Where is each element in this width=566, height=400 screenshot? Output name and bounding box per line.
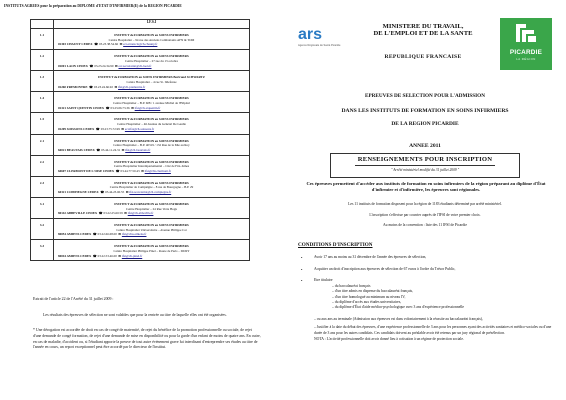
derogation-note: * Une dérogation est accordée de droit en cas de congé de maternité, de rejet du bénéfice de la promotion professionnelle ou sociale, de rejet d'une demande de congé formation, de rejet d'une demande de mise en disponibilité ou pour la garde d'un enfant de moins de quatre ans. En outre, en cas de maladie, d'accident ou, si l'étudiant apporte la preuve de tout autre événement grave lui interdisant d'entreprendre ses études au titre de l'année en cours, un report exceptionnel peut être accordé par le directeur de l'institut. [33, 328, 261, 350]
institute-cell [54, 176, 250, 197]
institute-number: 2-2 [31, 155, 54, 176]
phone-icon: ☎ [96, 147, 101, 152]
institute-contact [58, 232, 245, 237]
institute-name: INSTITUT de FORMATION en SOINS INFIRMIERS [114, 244, 189, 249]
institute-cell [54, 197, 250, 218]
institute-email-link[interactable]: ecr.ifsi@ch-soissons.fr [124, 126, 155, 131]
titulaire-item: – du diplôme d'État d'aide médico-psychologique avec 3 ans d'expérience professionnelle [332, 305, 465, 310]
institute-email-link[interactable]: ecr.secretariat@ch-laon.fr [118, 63, 152, 68]
phone-icon: ☎ [105, 105, 110, 110]
institute-email-link[interactable]: ifsi@ch-pinel.fr [121, 253, 143, 258]
year-label: ANNEE 2011 [409, 143, 441, 149]
table-header-num [31, 20, 54, 29]
phone-icon: ☎ [94, 42, 99, 47]
intro-paragraph: Ces épreuves permettent d'accéder aux instituts de formation en soins infirmiers de la région préparant au diplôme d'État d'infirmier et d'infirmière, les épreuves sont régionales. [306, 181, 546, 192]
institute-name: INSTITUT de FORMATION en SOINS INFIRMIERS Bertrand SCHWARTZ [98, 75, 205, 80]
condition-text: Acquitter un droit d'inscription aux épreuves de sélection de 67 euros à l'ordre du Trésor Public, [314, 266, 456, 271]
table-header-ifsi: I.F.S.I [54, 20, 250, 29]
mail-icon: ✉ [118, 253, 122, 258]
institute-name: INSTITUT de FORMATION en SOINS INFIRMIERS [114, 201, 189, 206]
picardie-emblem-icon [500, 18, 552, 48]
institute-contact [58, 190, 245, 195]
table-row [31, 92, 250, 113]
conditions-heading: CONDITIONS D'INSCRIPTION [298, 242, 373, 248]
capacity-paragraph: Les 11 instituts de formation disposent pour la région de 1183 étudiants déterminé par arrêté ministériel. [348, 202, 502, 206]
institute-number: 3-1 [31, 197, 54, 218]
institute-number: 1-4 [31, 92, 54, 113]
institute-cell [54, 113, 250, 134]
institute-email-link[interactable]: ifsi@chi-clermont.fr [144, 169, 171, 174]
institute-cell [54, 134, 250, 155]
institute-phone: 03.44.23.60.55 [105, 190, 125, 195]
institute-cell [54, 240, 250, 261]
results-note: Les résultats des épreuves de sélection ne sont valables que pour la rentrée au titre de laquelle elles ont été organisées. [43, 313, 227, 317]
ministry-title [358, 23, 488, 37]
institute-phone: 03.44.11.24.31 [101, 147, 121, 152]
condition-note: NOTA : L'activité professionnelle doit avoir donné lieu à cotisation à un régime de protection sociale. [314, 336, 464, 341]
institute-address: Centre Hospitalier Philippe Pinel – Route de Paris – DURY [113, 248, 190, 253]
left-header: INSTITUTS AGREES pour la préparation au DIPLOME d'ETAT D'INFIRMIER(E) de la REGION PICARDIE [4, 4, 182, 8]
institute-contact [58, 64, 245, 69]
institute-phone: 03.23.75.72.99 [100, 126, 120, 131]
institute-email-link[interactable]: ifsi@ch-abbeville.fr [127, 211, 154, 216]
titulaire-item: – du diplôme d'accès aux études universitaires, [332, 300, 402, 304]
doc-title-1: EPREUVES DE SELECTION POUR L'ADMISSION [365, 93, 485, 99]
institute-email-link[interactable]: ifsi@chu-amiens.fr [121, 232, 147, 237]
republique-label: REPUBLIQUE FRANCAISE [384, 54, 462, 60]
institutes-table [30, 19, 250, 261]
svg-text:ars: ars [298, 26, 323, 43]
bullet-icon: • [301, 278, 303, 284]
institute-email-link[interactable]: ifsi@ch-premontre.fr [118, 84, 146, 89]
phone-icon: ☎ [95, 126, 100, 131]
institute-name: INSTITUT de FORMATION en SOINS INFIRMIERS [114, 33, 189, 37]
titulaire-item: – d'un titre homologué au minimum au niveau IV, [332, 294, 406, 299]
convention-paragraph: Au moins de la convention : liste des 11 IFSI de Picardie [383, 223, 467, 227]
institute-city: 60607 CLERMONT DE L'OISE CEDEX [58, 169, 115, 174]
registration-divider [355, 165, 495, 166]
institute-city: 80054 AMIENS CEDEX [58, 232, 92, 237]
picardie-logo-sub: LA RÉGION [516, 57, 536, 61]
institute-address: Centre Hospitalier – 94 rue des Anciens Combattants AFN & TOM [108, 37, 195, 42]
institute-email-link[interactable]: ifsi.secretariat@ch-compiegne.fr [129, 190, 172, 195]
institute-city: 60021 BEAUVAIS CEDEX [58, 147, 95, 152]
institute-address: Centre Hospitalier – B.P. 608 / 1 avenue Michel de l'Hôpital [113, 101, 190, 106]
ars-logo [295, 25, 343, 49]
ars-logo-graphic [295, 25, 343, 49]
institute-phone: 03.22.66.68.00 [97, 232, 117, 237]
table-row [31, 218, 250, 239]
institute-number: 3-2 [31, 218, 54, 239]
institute-number: 1-2 [31, 50, 54, 71]
mail-icon: ✉ [119, 42, 123, 47]
table-row [31, 71, 250, 92]
institute-contact [58, 211, 245, 216]
table-row [31, 29, 250, 50]
institute-address: Centre Hospitalier de Compiègne – 8 rue de Bourgogne – B.P. 29 [109, 185, 194, 190]
picardie-logo-name: PICARDIE [509, 49, 543, 56]
ministry-line-1: MINISTERE DU TRAVAIL, [382, 23, 464, 30]
institute-phone: 03.23.38.54.66 [98, 42, 119, 47]
institute-contact [58, 169, 245, 174]
institute-cell [54, 50, 250, 71]
institute-cell [54, 71, 250, 92]
institute-city: 80044 AMIENS CEDEX [58, 253, 92, 258]
institute-cell [54, 155, 250, 176]
institute-address: Centre Hospitalier – 46 Avenue du Général De Gaulle [117, 122, 186, 127]
institute-contact [58, 148, 245, 153]
institute-email-link[interactable]: ifsi@ch-beauvais.fr [125, 147, 151, 152]
institute-contact [58, 85, 245, 90]
table-header-row [31, 20, 250, 29]
institute-address: Centre Hospitalier – 4 rue St. Ildefonse [126, 79, 177, 84]
institute-number: 1-3 [31, 71, 54, 92]
phone-icon: ☎ [89, 63, 94, 68]
doc-title-3: DE LA REGION PICARDIE [391, 121, 459, 127]
institute-contact [58, 106, 245, 111]
registration-arrete: " Arrêté ministériel modifié du 31 juillet 2009 " [390, 168, 460, 172]
institute-cell [54, 29, 250, 50]
mail-icon: ✉ [131, 105, 134, 110]
bullet-icon: • [301, 255, 303, 260]
institute-number: 1-1 [31, 29, 54, 50]
registration-box [330, 153, 520, 178]
institute-name: INSTITUT de FORMATION en SOINS INFIRMIERS [114, 54, 189, 59]
condition-text: Etre titulaire [314, 278, 333, 283]
institute-number: 2-3 [31, 176, 54, 197]
mail-icon: ✉ [124, 211, 127, 216]
institute-name: INSTITUT de FORMATION en SOINS INFIRMIERS [114, 96, 189, 101]
institute-name: INSTITUT de FORMATION en SOINS INFIRMIERS [114, 159, 189, 164]
institute-phone: 03.22.53.46.00 [97, 253, 117, 258]
table-row [31, 197, 250, 218]
table-row [31, 155, 250, 176]
mail-icon: ✉ [141, 169, 144, 174]
institute-city: 02260 FREMONTRE [58, 84, 88, 89]
table-row [31, 50, 250, 71]
mail-icon: ✉ [118, 232, 122, 237]
table-row [31, 176, 250, 197]
institute-city: 80142 ABBEVILLE CEDEX [58, 211, 98, 216]
institute-city: 02001 LAON CEDEX [58, 63, 88, 68]
condition-item [300, 255, 554, 261]
institute-address: Centre Hospitalier – B.P. 40319 / 132 Rue de la Mie au Roy [113, 143, 190, 148]
institute-email-link[interactable]: ecr.etranscit@ch-chauny.fr [123, 42, 158, 47]
phone-icon: ☎ [115, 169, 120, 174]
institute-city: 60321 COMPIEGNE CEDEX [58, 190, 99, 195]
condition-item [300, 267, 554, 273]
institute-contact [58, 127, 245, 132]
institute-phone: 03.23.06.73.36 [110, 105, 130, 110]
institute-contact [58, 254, 245, 259]
institute-city: 02303 CHAUNY CEDEX [58, 42, 93, 47]
institute-name: INSTITUT de FORMATION en SOINS INFIRMIERS [114, 138, 189, 143]
extrait-note: Extrait de l'article 22 de l'Arrêté du 31 juillet 2009 : [33, 297, 114, 301]
institute-name: INSTITUT de FORMATION en SOINS INFIRMIERS [114, 222, 189, 227]
table-row [31, 134, 250, 155]
registration-title: RENSEIGNEMENTS POUR INSCRIPTION [357, 156, 493, 163]
condition-text: Avoir 17 ans au moins au 31 décembre de l'année des épreuves de sélection, [314, 255, 427, 259]
institute-city: 02209 SOISSONS CEDEX [58, 126, 95, 131]
phone-icon: ☎ [100, 190, 105, 195]
institute-number: 2-1 [31, 134, 54, 155]
institute-number: 3-3 [31, 240, 54, 261]
institute-address: Centre Hospitalier – 27 rue du 13 octobre [124, 58, 179, 63]
doc-title-2: DANS LES INSTITUTS DE FORMATION EN SOINS INFIRMIERS [341, 108, 509, 114]
phone-icon: ☎ [92, 253, 97, 258]
institute-address: Centre Hospitalier Interdépartemental – Cité de Fitz-James [113, 164, 190, 169]
inscription-paragraph: L'inscription s'effectue par courrier auprès de l'IFSI de votre premier choix. [369, 213, 481, 217]
institute-address: Centre Hospitalier – 24 Rue Verte Hogu [125, 206, 178, 211]
conditions-list [300, 255, 554, 342]
bullet-icon: • [301, 266, 303, 272]
institute-phone: 03.23.24.34.90 [94, 63, 114, 68]
institute-contact [58, 42, 245, 47]
mail-icon: ✉ [121, 147, 125, 152]
titulaire-item: – du baccalauréat français [332, 283, 371, 288]
ministry-line-2: DE L'EMPLOI ET DE LA SANTE [373, 30, 473, 38]
titulaire-item: – d'un titre admis en dispense du baccalauréat français, [332, 289, 414, 294]
phone-icon: ☎ [89, 84, 94, 89]
phone-icon: ☎ [92, 232, 97, 237]
institute-phone: 03.22.25.60.59 [103, 211, 123, 216]
condition-item [300, 278, 554, 311]
table-row [31, 113, 250, 134]
institute-name: INSTITUT de FORMATION en SOINS INFIRMIERS [114, 117, 189, 122]
institute-city: 02321 SAINT QUENTIN CEDEX [58, 105, 105, 110]
institute-phone: 03.44.77.50.43 [120, 169, 140, 174]
mail-icon: ✉ [115, 63, 118, 68]
condition-note: – ou aux ans au terminale (Admission aux épreuves est dans volontairement à la réussite au baccalauréat français), [314, 316, 483, 321]
svg-text:Agence Régionale de Santé Pica: Agence Régionale de Santé Picardie [298, 44, 341, 47]
institute-cell [54, 92, 250, 113]
table-row [31, 240, 250, 261]
institute-name: INSTITUT de FORMATION en SOINS INFIRMIERS [114, 180, 189, 185]
institute-address: Centre Hospitalier Universitaire – Avenue Philippe Cat [116, 227, 187, 232]
mail-icon: ✉ [114, 84, 118, 89]
institute-number: 1-5 [31, 113, 54, 134]
institute-email-link[interactable]: ifsi@ch-stquentin.fr [134, 105, 161, 110]
institute-phone: 03.23.24.66.92 [93, 84, 113, 89]
phone-icon: ☎ [98, 211, 103, 216]
institute-cell [54, 218, 250, 239]
picardie-logo [500, 18, 552, 70]
condition-note: – Justifier à la date du début des épreuves, d'une expérience professionnelle de 3 ans pour les personnes ayant des activités sanitaires et médico-sociales ou d'une durée de 3 ans pour les autres candidats. Ces candidats doivent au préalable avoir été retenus par un jury régional de présélection. [314, 325, 552, 335]
mail-icon: ✉ [121, 126, 125, 131]
mail-icon: ✉ [125, 190, 129, 195]
